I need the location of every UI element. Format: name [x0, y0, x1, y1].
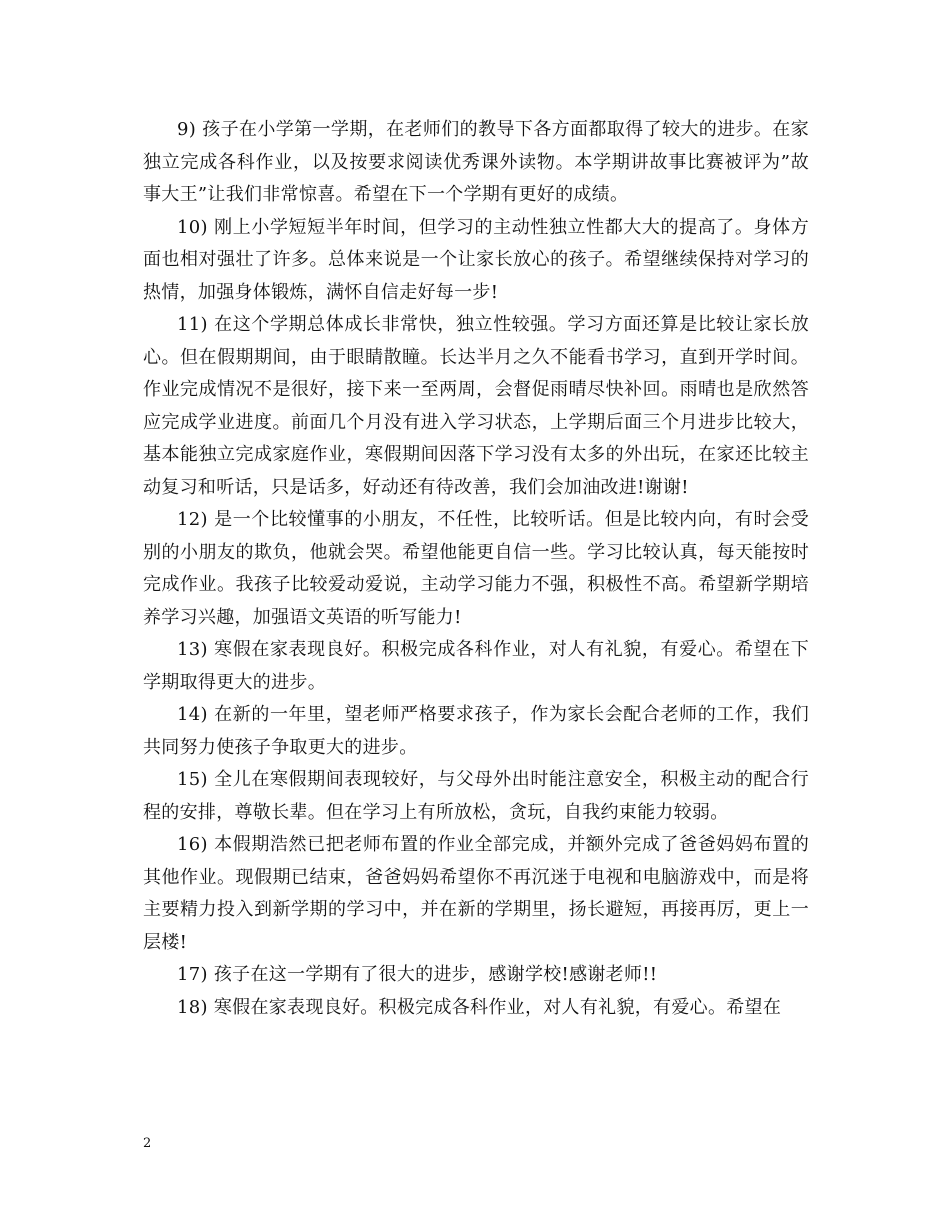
paragraph-9: 9) 孩子在小学第一学期，在老师们的教导下各方面都取得了较大的进步。在家独立完成各科作业，以及按要求阅读优秀课外读物。本学期讲故事比赛被评为”故事大王”让我们非常惊喜。希望在下一个学期有更好的成绩。 — [143, 119, 809, 205]
paragraph-12: 12) 是一个比较懂事的小朋友，不任性，比较听话。但是比较内向，有时会受别的小朋友的欺负，他就会哭。希望他能更自信一些。学习比较认真，每天能按时完成作业。我孩子比较爱动爱说，主动学习能力不强，积极性不高。希望新学期培养学习兴趣，加强语文英语的听写能力! — [143, 509, 809, 628]
paragraph-17: 17) 孩子在这一学期有了很大的进步，感谢学校!感谢老师!! — [177, 964, 658, 985]
paragraph-14: 14) 在新的一年里，望老师严格要求孩子，作为家长会配合老师的工作，我们共同努力使孩子争取更大的进步。 — [143, 704, 809, 758]
paragraph-15: 15) 全儿在寒假期间表现较好，与父母外出时能注意安全，积极主动的配合行程的安排，尊敬长辈。但在学习上有所放松，贪玩，自我约束能力较弱。 — [143, 769, 809, 823]
paragraph-11: 11) 在这个学期总体成长非常快，独立性较强。学习方面还算是比较让家长放心。但在假期期间，由于眼睛散瞳。长达半月之久不能看书学习，直到开学时间。作业完成情况不是很好，接下来一至两周，会督促雨晴尽快补回。雨晴也是欣然答应完成学业进度。前面几个月没有进入学习状态，上学期后面三个月进步比较大，基本能独立完成家庭作业，寒假期间因落下学习没有太多的外出玩，在家还比较主动复习和听话，只是话多，好动还有待改善，我们会加油改进!谢谢! — [143, 314, 809, 498]
paragraph-10: 10) 刚上小学短短半年时间，但学习的主动性独立性都大大的提高了。身体方面也相对强壮了许多。总体来说是一个让家长放心的孩子。希望继续保持对学习的热情，加强身体锻炼，满怀自信走好每一步! — [143, 216, 809, 303]
paragraph-18: 18) 寒假在家表现良好。积极完成各科作业，对人有礼貌，有爱心。希望在 — [177, 996, 782, 1018]
paragraph-16: 16) 本假期浩然已把老师布置的作业全部完成，并额外完成了爸爸妈妈布置的其他作业。现假期已结束，爸爸妈妈希望你不再沉迷于电视和电脑游戏中，而是将主要精力投入到新学期的学习中，并在新的学期里，扬长避短，再接再厉，更上一层楼! — [143, 834, 809, 953]
paragraph-13: 13) 寒假在家表现良好。积极完成各科作业，对人有礼貌，有爱心。希望在下学期取得更大的进步。 — [143, 639, 809, 693]
page-number: 2 — [143, 1136, 152, 1151]
document-body — [143, 114, 809, 1024]
